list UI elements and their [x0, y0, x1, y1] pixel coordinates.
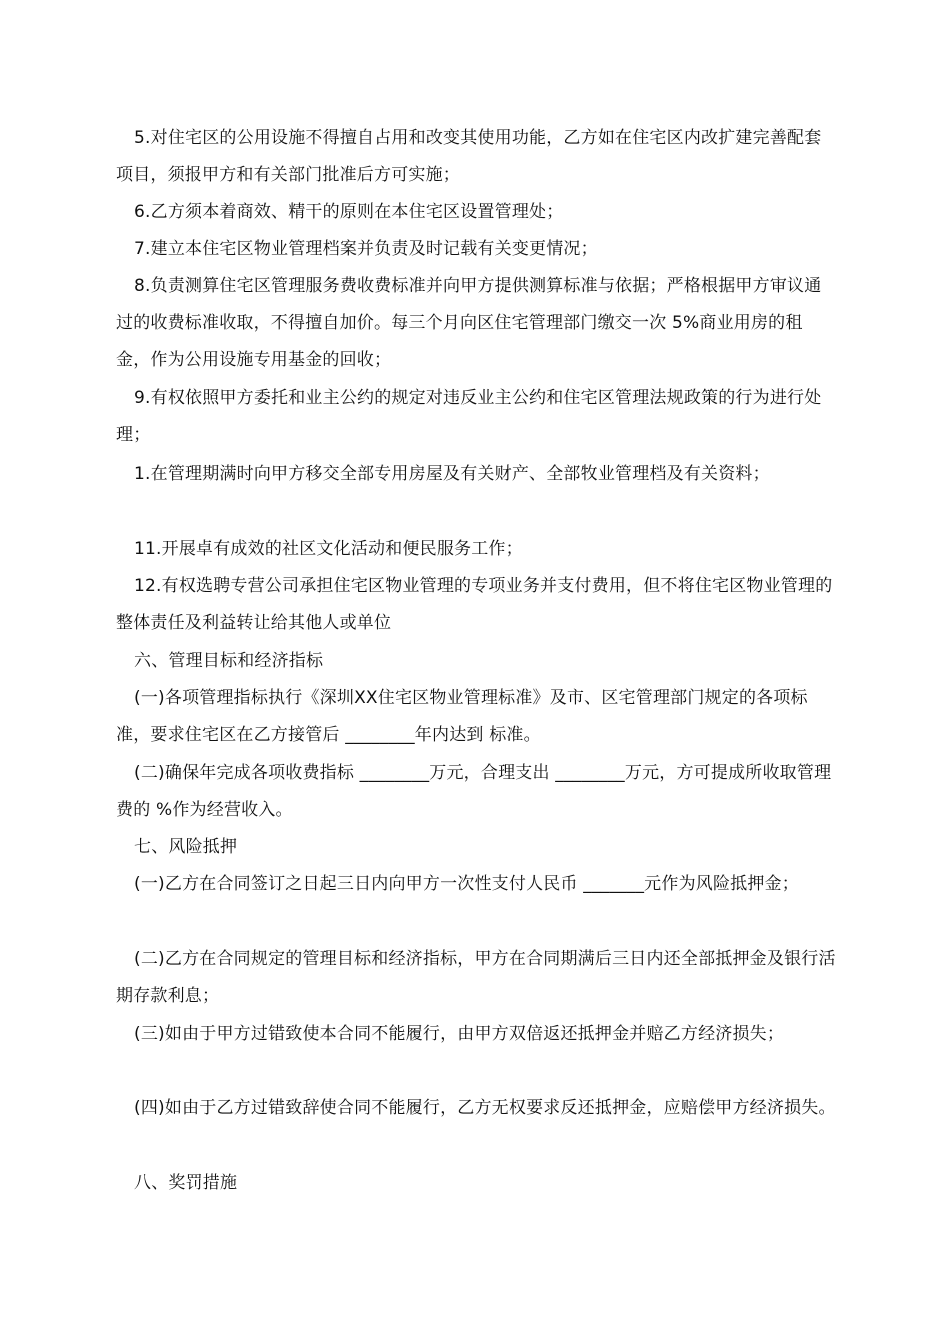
clause-9: 9.有权依照甲方委托和业主公约的规定对违反业主公约和住宅区管理法规政策的行为进行处理； [116, 388, 822, 445]
clause-11: 11.开展卓有成效的社区文化活动和便民服务工作； [134, 539, 523, 559]
target-clause-2: (二)确保年完成各项收费指标 ________万元，合理支出 ________万元，方可提成所收取管理费的 %作为经营收入。 [116, 763, 832, 820]
deposit-clause-1: (一)乙方在合同签订之日起三日内向甲方一次性支付人民币 _______元作为风险抵押金； [134, 874, 799, 894]
section-heading-6: 六、管理目标和经济指标 [134, 651, 324, 671]
section-heading-8: 八、奖罚措施 [134, 1173, 238, 1193]
clause-5: 5.对住宅区的公用设施不得擅自占用和改变其使用功能，乙方如在住宅区内改扩建完善配套项目，须报甲方和有关部门批准后方可实施； [116, 128, 822, 185]
clause-10: 1.在管理期满时向甲方移交全部专用房屋及有关财产、全部牧业管理档及有关资料； [134, 464, 770, 484]
clause-6: 6.乙方须本着商效、精干的原则在本住宅区设置管理处； [134, 202, 564, 222]
deposit-clause-3: (三)如由于甲方过错致使本合同不能履行，由甲方双倍返还抵押金并赔乙方经济损失； [134, 1024, 785, 1044]
section-heading-7: 七、风险抵押 [134, 837, 238, 857]
clause-7: 7.建立本住宅区物业管理档案并负责及时记载有关变更情况； [134, 239, 598, 259]
deposit-clause-2: (二)乙方在合同规定的管理目标和经济指标，甲方在合同期满后三日内还全部抵押金及银行活期存款利息； [116, 949, 836, 1006]
clause-12: 12.有权选聘专营公司承担住宅区物业管理的专项业务并支付费用，但不将住宅区物业管理的整体责任及利益转让给其他人或单位 [116, 576, 833, 633]
clause-8: 8.负责测算住宅区管理服务费收费标准并向甲方提供测算标准与依据；严格根据甲方审议通过的收费标准收取，不得擅自加价。每三个月向区住宅管理部门缴交一次 5%商业用房的租金，作为公用设施专用基金的回收； [116, 276, 822, 370]
target-clause-1: (一)各项管理指标执行《深圳XX住宅区物业管理标准》及市、区宅管理部门规定的各项标准，要求住宅区在乙方接管后 ________年内达到 标准。 [116, 688, 808, 745]
deposit-clause-4: (四)如由于乙方过错致辞使合同不能履行，乙方无权要求反还抵押金，应赔偿甲方经济损失。 [134, 1098, 836, 1118]
